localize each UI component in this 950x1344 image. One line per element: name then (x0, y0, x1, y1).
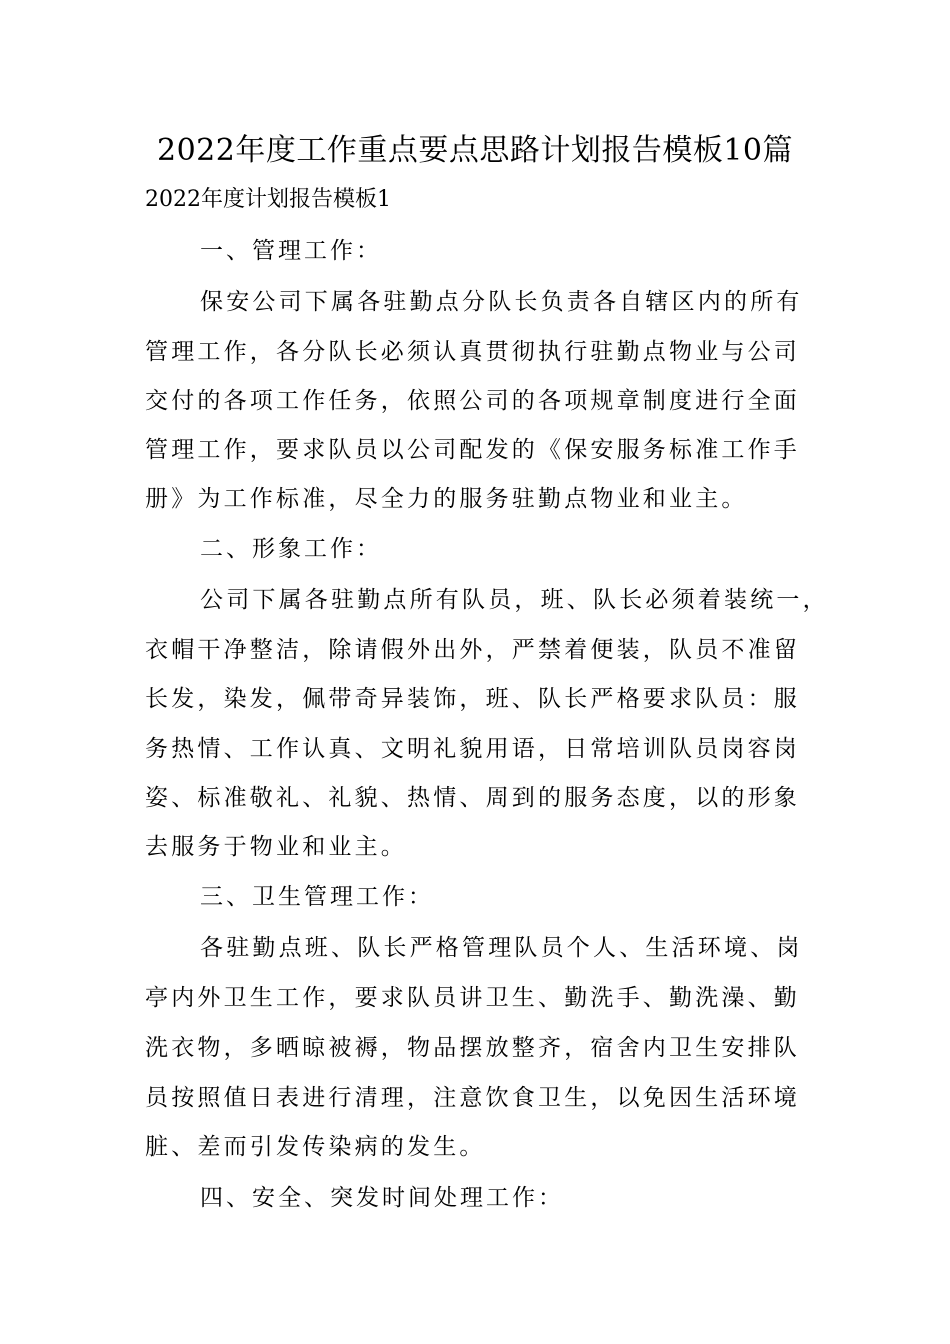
section-heading: 四、安全、突发时间处理工作： (200, 1185, 564, 1211)
section-heading: 二、形象工作： (200, 536, 382, 562)
section-heading: 三、卫生管理工作： (200, 884, 434, 910)
document-title: 2022年度工作重点要点思路计划报告模板10篇 (156, 133, 794, 168)
paragraph-line: 脏、差而引发传染病的发生。 (145, 1134, 486, 1160)
paragraph-line: 保安公司下属各驻勤点分队长负责各自辖区内的所有 (200, 289, 803, 315)
paragraph-line: 亭内外卫生工作，要求队员讲卫生、勤洗手、勤洗澡、勤 (145, 985, 800, 1011)
paragraph-line: 务热情、工作认真、文明礼貌用语，日常培训队员岗容岗 (145, 736, 800, 762)
paragraph-line: 洗衣物，多晒晾被褥，物品摆放整齐，宿舍内卫生安排队 (145, 1035, 800, 1061)
paragraph-line: 公司下属各驻勤点所有队员，班、队长必须着装统一， (200, 587, 829, 613)
paragraph-line: 员按照值日表进行清理，注意饮食卫生，以免因生活环境 (145, 1085, 800, 1111)
paragraph-line: 管理工作，各分队长必须认真贯彻执行驻勤点物业与公司 (145, 339, 800, 365)
paragraph-line: 姿、标准敬礼、礼貌、热情、周到的服务态度，以的形象 (145, 785, 800, 811)
paragraph-line: 各驻勤点班、队长严格管理队员个人、生活环境、岗 (200, 935, 803, 961)
paragraph-line: 衣帽干净整洁，除请假外出外，严禁着便装，队员不准留 (145, 637, 800, 663)
paragraph-line: 交付的各项工作任务，依照公司的各项规章制度进行全面 (145, 388, 800, 414)
paragraph-line: 管理工作，要求队员以公司配发的《保安服务标准工作手 (145, 437, 800, 463)
paragraph-line: 去服务于物业和业主。 (145, 834, 407, 860)
section-heading: 一、管理工作： (200, 238, 382, 264)
document-subtitle: 2022年度计划报告模板1 (145, 187, 391, 212)
paragraph-line: 长发，染发，佩带奇异装饰，班、队长严格要求队员：服 (145, 686, 800, 712)
paragraph-line: 册》为工作标准，尽全力的服务驻勤点物业和业主。 (145, 486, 748, 512)
